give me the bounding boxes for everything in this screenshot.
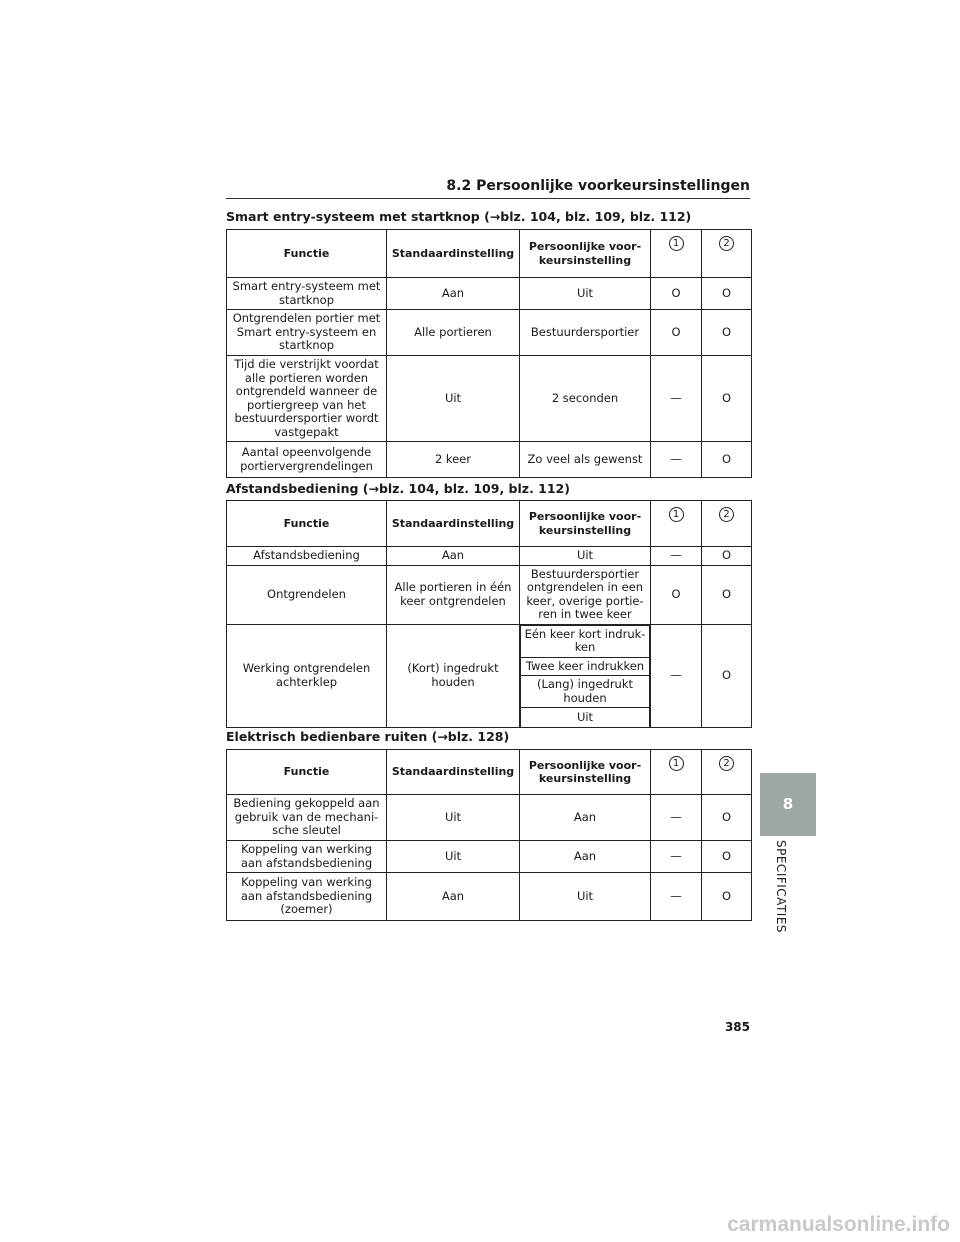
cell-profile-2: O — [702, 841, 752, 873]
col-standaard: Standaardinstelling — [387, 501, 520, 547]
cell-standaard: 2 keer — [387, 442, 520, 478]
cell-profile-1: — — [651, 356, 702, 442]
cell-persoonlijk: Bestuurdersportier — [520, 310, 651, 356]
col-profile-2 — [702, 750, 752, 795]
cell-profile-2: O — [702, 442, 752, 478]
cell-profile-2: O — [702, 356, 752, 442]
cell-functie: Ontgrendelen portier met Smart entry-systeem en startknop — [227, 310, 387, 356]
cell-functie: Werking ontgrendelen achterklep — [227, 624, 387, 728]
cell-persoonlijk: 2 seconden — [520, 356, 651, 442]
chapter-label — [760, 840, 816, 935]
cell-profile-2: O — [702, 565, 752, 624]
smart-entry-table — [226, 229, 752, 478]
cell-standaard: (Kort) ingedrukt houden — [387, 624, 520, 728]
windows-table — [226, 749, 752, 921]
cell-profile-1: — — [651, 547, 702, 566]
cell-persoonlijk: Uit — [520, 873, 651, 921]
chapter-label-text: SPECIFICATIES — [774, 840, 788, 934]
table-row — [227, 442, 752, 478]
cell-functie: Koppeling van werking aan afstandsbediening — [227, 841, 387, 873]
cell-standaard: Alle portieren — [387, 310, 520, 356]
cell-standaard: Uit — [387, 356, 520, 442]
cell-profile-1: — — [651, 841, 702, 873]
table-row — [227, 310, 752, 356]
chapter-tab: 8 — [760, 773, 816, 836]
table-row — [227, 356, 752, 442]
cell-profile-2: O — [702, 795, 752, 841]
circled-one-icon: 1 — [669, 236, 684, 251]
cell-functie: Koppeling van werking aan afstandsbediening (zoemer) — [227, 873, 387, 921]
circled-two-icon: 2 — [719, 507, 734, 522]
cell-functie: Tijd die verstrijkt voordat alle portieren worden ontgrendeld wanneer de portiergreep van het bestuurdersportier wordt vastgepakt — [227, 356, 387, 442]
section-title-windows: Elektrisch bedienbare ruiten (→blz. 128) — [226, 729, 510, 744]
cell-profile-1: O — [651, 278, 702, 310]
cell-profile-2: O — [702, 547, 752, 566]
circled-one-icon: 1 — [669, 507, 684, 522]
cell-profile-2: O — [702, 278, 752, 310]
cell-standaard: Aan — [387, 873, 520, 921]
cell-persoonlijk: Aan — [520, 841, 651, 873]
table-row — [227, 795, 752, 841]
cell-standaard: Uit — [387, 841, 520, 873]
cell-profile-1: O — [651, 565, 702, 624]
section-title-smart-entry: Smart entry-systeem met startknop (→blz. 104, blz. 109, blz. 112) — [226, 209, 692, 224]
circled-two-icon: 2 — [719, 236, 734, 251]
table-row — [227, 624, 752, 728]
col-profile-2 — [702, 501, 752, 547]
circled-one-icon: 1 — [669, 756, 684, 771]
table-row — [227, 565, 752, 624]
cell-profile-2: O — [702, 624, 752, 728]
cell-profile-1: — — [651, 873, 702, 921]
col-profile-1 — [651, 230, 702, 278]
col-persoonlijk: Persoonlijke voor- keursinstelling — [520, 501, 651, 547]
table-row — [227, 547, 752, 566]
cell-standaard: Aan — [387, 278, 520, 310]
cell-functie: Bediening gekoppeld aan gebruik van de mechani-sche sleutel — [227, 795, 387, 841]
cell-standaard: Aan — [387, 547, 520, 566]
table-row — [227, 278, 752, 310]
col-functie: Functie — [227, 501, 387, 547]
col-functie: Functie — [227, 230, 387, 278]
cell-functie: Afstandsbediening — [227, 547, 387, 566]
table-row — [227, 873, 752, 921]
table-row — [227, 841, 752, 873]
cell-profile-1: — — [651, 624, 702, 728]
col-standaard: Standaardinstelling — [387, 230, 520, 278]
cell-persoonlijk: Bestuurdersportier ontgrendelen in een keer, overige portie-ren in twee keer — [520, 565, 651, 624]
cell-standaard: Alle portieren in één keer ontgrendelen — [387, 565, 520, 624]
cell-persoonlijk: Uit — [520, 547, 651, 566]
cell-persoonlijk-options — [520, 624, 651, 728]
list-item: Uit — [521, 708, 650, 728]
cell-profile-2: O — [702, 873, 752, 921]
col-persoonlijk: Persoonlijke voor- keursinstelling — [520, 230, 651, 278]
list-item: Eén keer kort indruk-ken — [521, 625, 650, 657]
col-functie: Functie — [227, 750, 387, 795]
options-list — [520, 625, 650, 728]
cell-persoonlijk: Aan — [520, 795, 651, 841]
cell-functie: Ontgrendelen — [227, 565, 387, 624]
col-profile-1 — [651, 501, 702, 547]
cell-functie: Aantal opeenvolgende portiervergrendelingen — [227, 442, 387, 478]
circled-two-icon: 2 — [719, 756, 734, 771]
list-item: (Lang) ingedrukt houden — [521, 676, 650, 708]
page-header: 8.2 Persoonlijke voorkeursinstellingen — [226, 178, 750, 199]
cell-persoonlijk: Zo veel als gewenst — [520, 442, 651, 478]
cell-profile-1: O — [651, 310, 702, 356]
section-title-remote: Afstandsbediening (→blz. 104, blz. 109, blz. 112) — [226, 481, 570, 496]
cell-persoonlijk: Uit — [520, 278, 651, 310]
remote-table — [226, 500, 752, 728]
cell-profile-1: — — [651, 442, 702, 478]
watermark: carmanualsonline.info — [727, 1213, 950, 1236]
cell-standaard: Uit — [387, 795, 520, 841]
col-profile-2 — [702, 230, 752, 278]
cell-functie: Smart entry-systeem met startknop — [227, 278, 387, 310]
list-item: Twee keer indrukken — [521, 657, 650, 676]
col-persoonlijk: Persoonlijke voor- keursinstelling — [520, 750, 651, 795]
col-profile-1 — [651, 750, 702, 795]
page-number: 385 — [724, 1020, 750, 1034]
cell-profile-2: O — [702, 310, 752, 356]
cell-profile-1: — — [651, 795, 702, 841]
col-standaard: Standaardinstelling — [387, 750, 520, 795]
